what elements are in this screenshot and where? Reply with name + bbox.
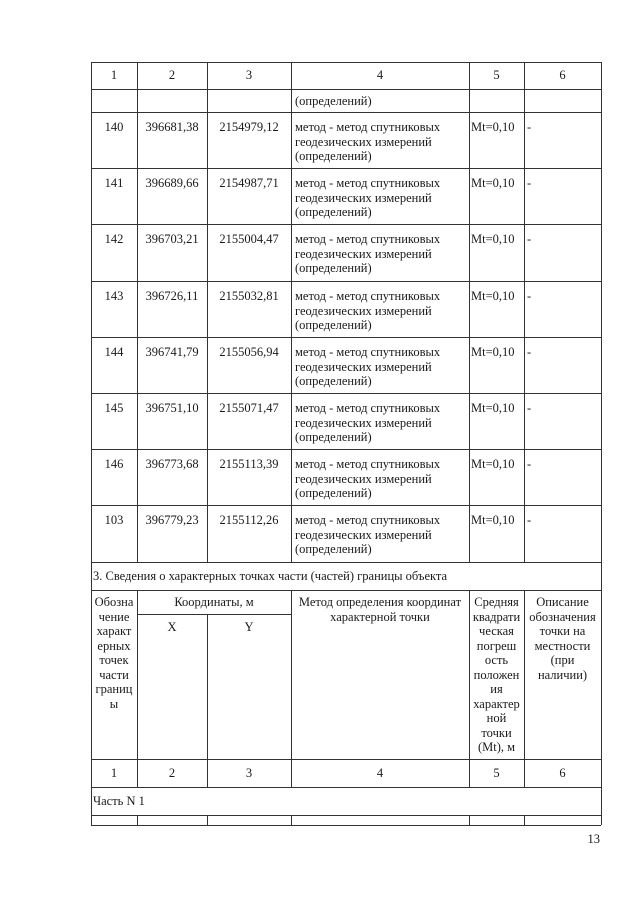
section-column-number-1: 1 <box>110 766 118 780</box>
section-column-number-2: 2 <box>168 766 176 780</box>
coordinate-y: 2154979,12 <box>219 120 279 134</box>
accuracy-header-line: (Mt), м <box>477 740 516 754</box>
section-column-number-5: 5 <box>493 766 500 780</box>
coordinate-y: 2154987,71 <box>219 176 279 190</box>
coords-subheader-border <box>137 614 291 615</box>
accuracy-header-line: Средняя <box>474 595 519 609</box>
accuracy-header-line: ость <box>484 653 509 667</box>
description-value: - <box>527 401 532 415</box>
coordinate-x: 396726,11 <box>145 289 199 303</box>
col1-header-line: ерных <box>97 638 131 653</box>
upper-column-line-1 <box>137 62 138 562</box>
description-header-line: местности <box>534 638 591 653</box>
part-right-border <box>601 787 602 815</box>
method-line: метод - метод спутниковых <box>295 457 441 471</box>
coordinate-x: 396779,23 <box>145 513 199 527</box>
coordinate-y: 2155112,26 <box>219 513 279 527</box>
accuracy-value: Mt=0,10 <box>471 232 515 246</box>
accuracy-header-line: погреш <box>476 638 517 653</box>
final-column-line-4 <box>469 815 470 825</box>
part-left-border <box>91 787 92 815</box>
description-value: - <box>527 345 532 359</box>
coordinate-y: 2155071,47 <box>219 401 279 415</box>
method-line: метод - метод спутниковых <box>295 232 441 246</box>
header-column-line-1 <box>137 590 138 759</box>
method-line: метод - метод спутниковых <box>295 176 441 190</box>
coordinate-x: 396681,38 <box>145 120 199 134</box>
section-column-number-4: 4 <box>376 766 384 780</box>
method-line: (определений) <box>295 149 372 163</box>
description-value: - <box>527 232 532 246</box>
accuracy-value: Mt=0,10 <box>471 513 515 527</box>
numbers-row-border <box>91 787 601 788</box>
header-column-line-6 <box>601 590 602 759</box>
point-number: 145 <box>104 401 124 415</box>
upper-column-line-2 <box>207 62 208 562</box>
accuracy-value: Mt=0,10 <box>471 345 515 359</box>
upper-column-line-5 <box>524 62 525 562</box>
method-line: геодезических измерений <box>295 471 432 486</box>
coordinate-x: 396689,66 <box>145 176 199 190</box>
column-number-6: 6 <box>559 68 566 82</box>
coordinate-x: 396773,68 <box>145 457 199 471</box>
accuracy-header-line: ия <box>490 682 503 696</box>
section-column-number-6: 6 <box>559 766 566 780</box>
col1-header-line: ы <box>109 696 119 711</box>
final-column-line-5 <box>524 815 525 825</box>
accuracy-value: Mt=0,10 <box>471 289 515 303</box>
description-value: - <box>527 513 532 527</box>
accuracy-header-line: ной <box>486 711 507 725</box>
part-label: Часть N 1 <box>93 794 145 808</box>
point-number: 141 <box>104 176 124 190</box>
upper-column-line-4 <box>469 62 470 562</box>
page-number: 13 <box>587 832 600 846</box>
coordinate-y: 2155113,39 <box>219 457 279 471</box>
accuracy-value: Mt=0,10 <box>471 457 515 471</box>
method-line: метод - метод спутниковых <box>295 120 441 134</box>
accuracy-value: Mt=0,10 <box>471 401 515 415</box>
point-number: 144 <box>104 345 124 359</box>
point-number: 146 <box>104 457 124 471</box>
coordinate-x: 396751,10 <box>145 401 199 415</box>
point-number: 140 <box>104 120 124 134</box>
method-line: (определений) <box>295 205 372 219</box>
final-row-border <box>91 825 601 826</box>
description-value: - <box>527 289 532 303</box>
description-value: - <box>527 176 532 190</box>
method-line: (определений) <box>295 430 372 444</box>
column-number-3: 3 <box>245 68 253 82</box>
coordinate-x: 396741,79 <box>145 345 199 359</box>
method-line: геодезических измерений <box>295 134 432 149</box>
coordinates-header: Координаты, м <box>174 595 254 609</box>
description-header-line: (при <box>550 653 575 667</box>
method-line: геодезических измерений <box>295 527 432 542</box>
col1-header-line: характ <box>96 624 132 638</box>
col1-header-line: части <box>99 667 129 682</box>
row-border <box>91 562 601 563</box>
column-number-1: 1 <box>110 68 118 82</box>
final-column-line-6 <box>601 815 602 825</box>
accuracy-header-line: положен <box>473 667 520 682</box>
section-column-number-3: 3 <box>245 766 253 780</box>
accuracy-header-line: точки <box>481 725 512 740</box>
point-number: 143 <box>104 289 124 303</box>
description-header-line: обозначения <box>529 609 596 624</box>
accuracy-value: Mt=0,10 <box>471 176 515 190</box>
continuation-text: (определений) <box>295 94 372 108</box>
method-line: метод - метод спутниковых <box>295 513 441 527</box>
section-left-border <box>91 562 92 590</box>
point-number: 142 <box>104 232 124 246</box>
col1-header-line: границ <box>95 682 133 696</box>
method-line: (определений) <box>295 542 372 556</box>
method-line: (определений) <box>295 318 372 332</box>
upper-column-line-3 <box>291 62 292 562</box>
method-line: метод - метод спутниковых <box>295 345 441 359</box>
method-line: геодезических измерений <box>295 359 432 374</box>
method-line: геодезических измерений <box>295 303 432 318</box>
final-column-line-0 <box>91 815 92 825</box>
description-value: - <box>527 457 532 471</box>
method-header-line: Метод определения координат <box>298 595 462 609</box>
col1-header-line: Обозна <box>94 595 134 609</box>
method-line: геодезических измерений <box>295 415 432 430</box>
coordinate-y: 2155056,94 <box>219 345 279 359</box>
numbers-column-line-6 <box>601 759 602 787</box>
column-number-2: 2 <box>168 68 176 82</box>
description-header-line: точки на <box>539 624 586 638</box>
accuracy-header-line: ческая <box>479 624 514 638</box>
method-line: (определений) <box>295 486 372 500</box>
point-number: 103 <box>104 513 124 527</box>
final-column-line-1 <box>137 815 138 825</box>
final-column-line-2 <box>207 815 208 825</box>
method-header-line: характерной точки <box>330 609 430 624</box>
coordinate-x: 396703,21 <box>145 232 199 246</box>
method-line: (определений) <box>295 261 372 275</box>
method-line: метод - метод спутниковых <box>295 289 441 303</box>
coordinate-y: 2155004,47 <box>219 232 279 246</box>
description-header-line: Описание <box>536 595 589 609</box>
section-right-border <box>601 562 602 590</box>
description-value: - <box>527 120 532 134</box>
final-column-line-3 <box>291 815 292 825</box>
header-column-line-2 <box>207 614 208 759</box>
accuracy-header-line: характер <box>473 696 520 711</box>
section-3-title: 3. Сведения о характерных точках части (частей) границы объекта <box>93 569 448 583</box>
column-number-5: 5 <box>493 68 500 82</box>
x-header: X <box>167 620 177 634</box>
col1-header-line: чение <box>98 609 130 624</box>
method-line: геодезических измерений <box>295 190 432 205</box>
method-line: геодезических измерений <box>295 246 432 261</box>
col1-header-line: точек <box>99 653 129 667</box>
y-header: Y <box>244 620 254 634</box>
accuracy-value: Mt=0,10 <box>471 120 515 134</box>
coordinate-y: 2155032,81 <box>219 289 279 303</box>
column-number-4: 4 <box>376 68 384 82</box>
upper-column-line-0 <box>91 62 92 562</box>
accuracy-header-line: квадрати <box>472 609 521 624</box>
method-line: (определений) <box>295 374 372 388</box>
upper-column-line-6 <box>601 62 602 562</box>
method-line: метод - метод спутниковых <box>295 401 441 415</box>
description-header-line: наличии) <box>537 667 588 682</box>
